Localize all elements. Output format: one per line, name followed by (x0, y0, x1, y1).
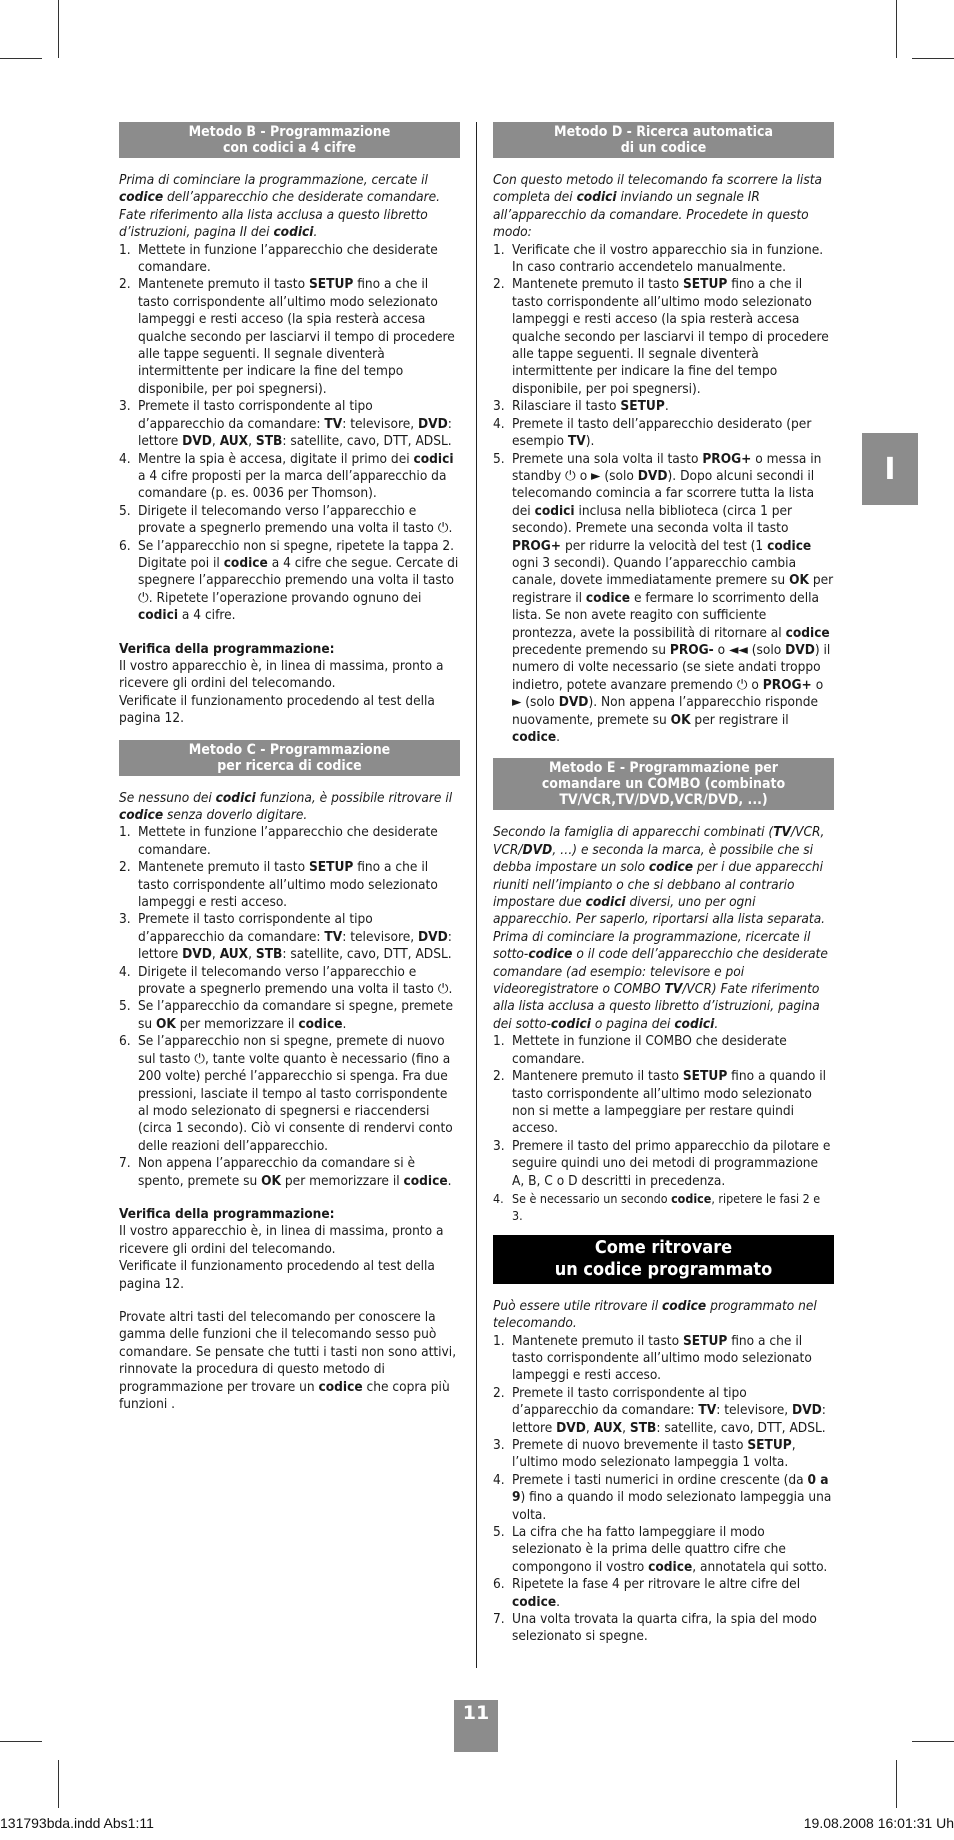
method-b-header: Metodo B - Programmazione con codici a 4 cifre (119, 122, 460, 158)
crop-mark (0, 1741, 42, 1742)
method-b-intro: Prima di cominciare la programmazione, cercate il codice dell’apparecchio che desiderate comandare. Fate riferimento alla lista acclusa a questo libretto d’istruzioni, pagina II dei codici. (119, 172, 441, 241)
list-item: 3. Premere il tasto del primo apparecchio da pilotare e seguire quindi uno dei metodi di programmazione A, B, C o D descritti in precedenza. (493, 1137, 831, 1189)
find-code-header: Come ritrovare un codice programmato (493, 1235, 834, 1284)
method-c-intro: Se nessuno dei codici funziona, è possibile ritrovare il codice senza doverlo digitare. (119, 789, 453, 823)
crop-mark (912, 1741, 954, 1742)
footer-file-info: 131793bda.indd Abs1:11 (0, 1815, 154, 1831)
list-item: 2. Mantenete premuto il tasto SETUP fino a che il tasto corrispondente all’ultimo modo selezionato lampeggi e resti acceso (la spia resterà accesa qualche secondo per lasciarvi il tempo di procedere alle tappe seguenti. Il segnale diventerà intermittente per indicare la fine del tempo disponibile, per poi spegnersi). (493, 276, 829, 397)
method-d-steps (493, 242, 834, 747)
list-item: 4. Se è necessario un secondo codice, ripetere le fasi 2 e 3. (493, 1190, 821, 1224)
list-item: 1. Mantenete premuto il tasto SETUP fino a che il tasto corrispondente all’ultimo modo selezionato lampeggi e resti acceso. (493, 1332, 812, 1384)
list-item: 2. Mantenere premuto il tasto SETUP fino a quando il tasto corrispondente all’ultimo modo selezionato non si mette a lampeggiare per restare quindi acceso. (493, 1068, 827, 1137)
method-e-steps (493, 1033, 834, 1224)
method-e-intro: Secondo la famiglia di apparecchi combinati (TV/VCR, VCR/DVD, …) e seconda la marca, è possibile che si debba impostare un solo codice per i due apparecchi riuniti nell’impianto o che si debbano al contrario impostare due codici diversi, uno per ogni apparecchio. Per saperlo, riportarsi alla lista separata. Prima di cominciare la programmazione, ricercate il sotto-codice o il code dell’apparecchio che desiderate comandare (ad esempio: televisore e poi videoregistratore o COMBO TV/VCR) Fate riferimento alla lista acclusa a questo libretto d’istruzioni, pagina dei sotto-codici o pagina dei codici. (493, 824, 828, 1032)
list-item: 4. Premete il tasto dell’apparecchio desiderato (per esempio TV). (493, 415, 812, 450)
list-item: 6. Ripetete la fase 4 per ritrovare le altre cifre del codice. (493, 1576, 801, 1610)
list-item: 3. Rilasciare il tasto SETUP. (493, 398, 669, 415)
crop-mark (912, 58, 954, 59)
crop-mark (896, 0, 897, 58)
crop-mark (896, 1760, 897, 1808)
method-d-header: Metodo D - Ricerca automatica di un codice (493, 122, 834, 158)
list-item: 3. Premete il tasto corrispondente al tipo d’apparecchio da comandare: TV: televisore, DVD: lettore DVD, AUX, STB: satellite, cavo, DTT, ADSL. (119, 398, 452, 450)
list-item: 3. Premete di nuovo brevemente il tasto SETUP, l’ultimo modo selezionato lampeggia 1 volta. (493, 1437, 796, 1471)
method-b-verify-title: Verifica della programmazione: (119, 640, 335, 657)
method-b-steps (119, 242, 460, 625)
list-item: 1. Mettete in funzione l’apparecchio che desiderate comandare. (119, 241, 438, 276)
list-item: 2. Premete il tasto corrispondente al tipo d’apparecchio da comandare: TV: televisore, DVD: lettore DVD, AUX, STB: satellite, cavo, DTT, ADSL. (493, 1384, 826, 1436)
list-item: 1. Mettete in funzione l’apparecchio che desiderate comandare. (119, 824, 438, 858)
list-item: 5. Se l’apparecchio da comandare si spegne, premete su OK per memorizzare il codice. (119, 998, 454, 1032)
method-d-intro: Con questo metodo il telecomando fa scorrere la lista completa dei codici inviando un segnale IR all’apparecchio da comandare. Procedete in questo modo: (493, 172, 822, 241)
method-c-verify-text-2: Verificate il funzionamento procedendo al test della pagina 12. (119, 1258, 435, 1292)
right-column (493, 122, 834, 1646)
list-item: 1. Verificate che il vostro apparecchio sia in funzione. In caso contrario accendetelo manualmente. (493, 241, 824, 276)
list-item: 7. Non appena l’apparecchio da comandare si è spento, premete su OK per memorizzare il codice. (119, 1155, 452, 1189)
list-item: 4. Dirigete il telecomando verso l’apparecchio e provate a spegnerlo premendo una volta il tasto ⏻. (119, 963, 453, 998)
method-b-verify-text-2: Verificate il funzionamento procedendo al test della pagina 12. (119, 692, 435, 727)
list-item: 4. Premete i tasti numerici in ordine crescente (da 0 a 9) fino a quando il modo selezionato lampeggia una volta. (493, 1471, 832, 1523)
method-c-header: Metodo C - Programmazione per ricerca di codice (119, 740, 460, 776)
list-item: 1. Mettete in funzione il COMBO che desiderate comandare. (493, 1033, 787, 1067)
list-item: 5. Dirigete il telecomando verso l’apparecchio e provate a spegnerlo premendo una volta il tasto ⏻. (119, 502, 453, 537)
find-code-intro: Può essere utile ritrovare il codice programmato nel telecomando. (493, 1297, 817, 1332)
crop-mark (0, 58, 42, 59)
list-item: 6. Se l’apparecchio non si spegne, premete di nuovo sul tasto ⏻, tante volte quanto è necessario (fino a 200 volte) perché l’apparecchio si spenga. Fra due pressioni, lasciate il tempo al tasto corrispondente al modo selezionato di spegnersi e riaccendersi (circa 1 secondo). Ciò vi consente di rendervi conto delle reazioni dell’apparecchio. (119, 1033, 453, 1154)
method-c-verify-text: Il vostro apparecchio è, in linea di massima, pronto a ricevere gli ordini del telecomando. (119, 1223, 444, 1257)
method-e-header: Metodo E - Programmazione per comandare un COMBO (combinato TV/VCR,TV/DVD,VCR/DVD, ...) (493, 758, 834, 810)
list-item: 5. Premete una sola volta il tasto PROG+ o messa in standby ⏻ o ► (solo DVD). Dopo alcuni secondi il telecomando comincia a far scorrere tutta la lista dei codici inclusa nella biblioteca (circa 1 per secondo). Premete una seconda volta il tasto PROG+ per ridurre la velocità del test (1 codice ogni 3 secondi). Quando l’apparecchio cambia canale, dovete immediatamente premere su OK per registrare il codice e fermare lo scorrimento della lista. Se non avete reagito con sufficiente prontezza, avete la possibilità di ritornare al codice precedente premendo su PROG- o ◄◄ (solo DVD) il numero di volte necessario (se siete andati troppo indietro, potete avanzare premendo ⏻ o PROG+ o ► (solo DVD). Non appena l’apparecchio risponde nuovamente, premete su OK per registrare il codice. (493, 450, 834, 745)
list-item: 4. Mentre la spia è accesa, digitate il primo dei codici a 4 cifre proposti per la marca dell’apparecchio da comandare (p. es. 0036 per Thomson). (119, 450, 454, 502)
list-item: 6. Se l’apparecchio non si spegne, ripetete la tappa 2. Digitate poi il codice a 4 cifre che segue. Cercate di spegnere l’apparecchio premendo una volta il tasto ⏻. Ripetete l’operazione provando ognuno dei codici a 4 cifre. (119, 537, 459, 624)
language-tab: I (862, 433, 918, 505)
method-c-steps (119, 824, 460, 1190)
page-number: 11 (454, 1700, 498, 1752)
method-c-closing: Provate altri tasti del telecomando per conoscere la gamma delle funzioni che il telecomando sesso può comandare. Se pensate che tutti i tasti non sono attivi, rinnovate la procedura di questo metodo di programmazione per trovare un codice che copra più funzioni . (119, 1308, 457, 1412)
left-column (119, 122, 460, 1413)
method-b-verify-text: Il vostro apparecchio è, in linea di massima, pronto a ricevere gli ordini del telecomando. (119, 657, 444, 692)
crop-mark (58, 0, 59, 58)
list-item: 5. La cifra che ha fatto lampeggiare il modo selezionato è la prima delle quattro cifre che compongono il vostro codice, annotatela qui sotto. (493, 1524, 828, 1575)
list-item: 2. Mantenete premuto il tasto SETUP fino a che il tasto corrispondente all’ultimo modo selezionato lampeggi e resti acceso. (119, 859, 438, 911)
crop-mark (58, 1760, 59, 1808)
list-item: 2. Mantenete premuto il tasto SETUP fino a che il tasto corrispondente all’ultimo modo selezionato lampeggi e resti acceso (la spia resterà accesa qualche secondo per lasciarvi il tempo di procedere alle tappe seguenti. Il segnale diventerà intermittente per indicare la fine del tempo disponibile, per poi spegnersi). (119, 276, 455, 397)
column-divider (476, 122, 477, 1668)
method-c-verify-title: Verifica della programmazione: (119, 1205, 335, 1222)
list-item: 3. Premete il tasto corrispondente al tipo d’apparecchio da comandare: TV: televisore, DVD: lettore DVD, AUX, STB: satellite, cavo, DTT, ADSL. (119, 911, 452, 963)
footer-timestamp: 19.08.2008 16:01:31 Uh (803, 1815, 954, 1831)
list-item: 7. Una volta trovata la quarta cifra, la spia del modo selezionato si spegne. (493, 1611, 817, 1645)
find-code-steps (493, 1333, 834, 1646)
